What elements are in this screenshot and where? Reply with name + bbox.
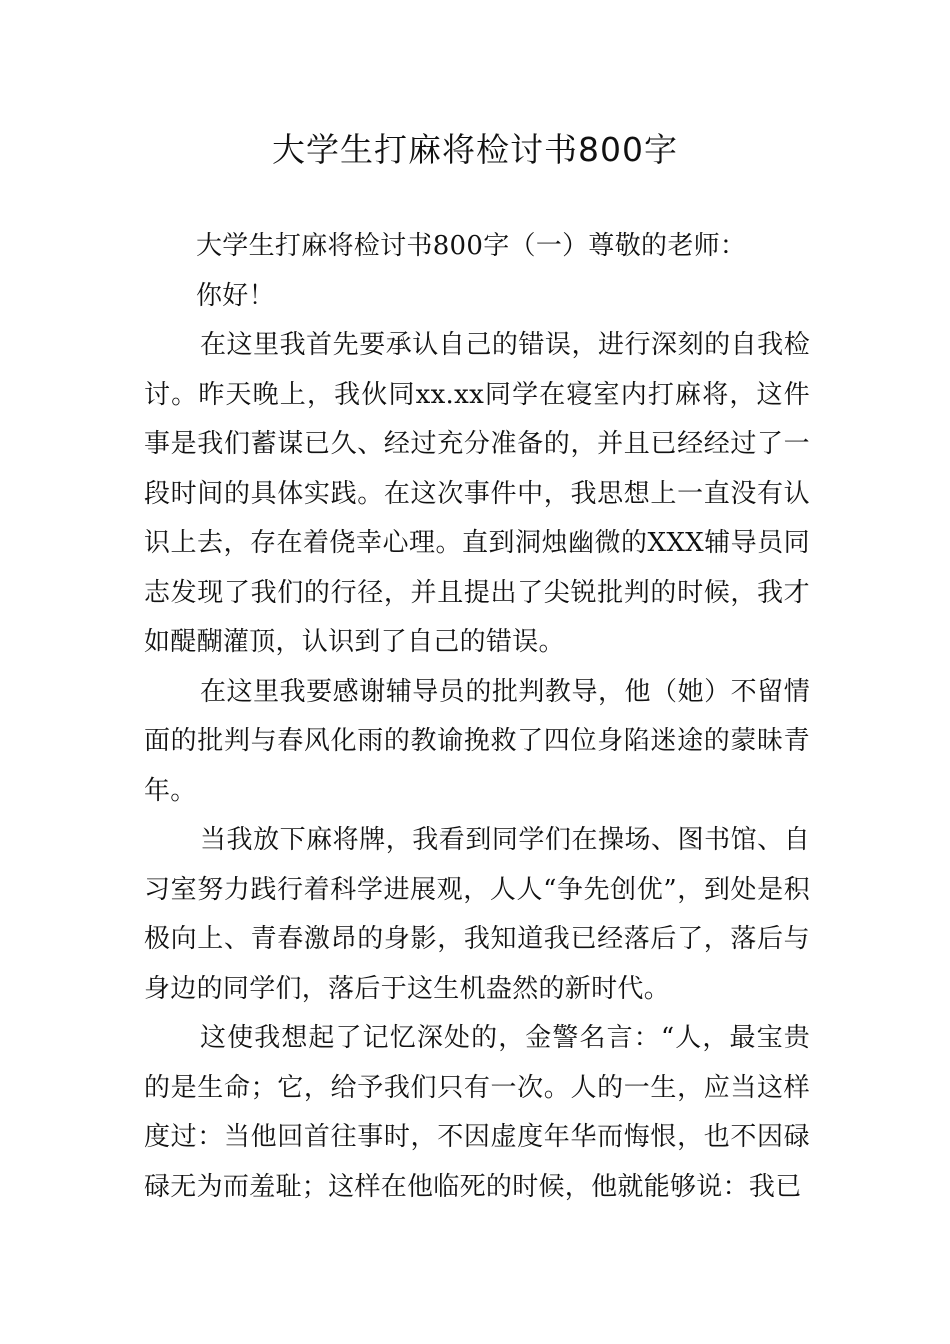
- paragraph-quote: 这使我想起了记忆深处的，金警名言：“人，最宝贵的是生命；它，给予我们只有一次。人的一生，应当这样度过：当他回首往事时，不因虚度年华而悔恨，也不因碌碌无为而羞耻；这样在他临死的时候，他就能够说：我已: [144, 1023, 810, 1202]
- paragraph-reflection: 当我放下麻将牌，我看到同学们在操场、图书馆、自习室努力践行着科学进展观，人人“争先创优”，到处是积极向上、青春激昂的身影，我知道我已经落后了，落后与身边的同学们，落后于这生机盎然的新时代。: [144, 825, 810, 1004]
- document-body: [144, 222, 810, 1212]
- paragraph-thanks: 在这里我要感谢辅导员的批判教导，他（她）不留情面的批判与春风化雨的教谕挽救了四位身陷迷途的蒙昧青年。: [144, 676, 810, 806]
- greeting-line: 你好！: [196, 280, 275, 311]
- document-title: 大学生打麻将检讨书800字: [272, 130, 678, 169]
- paragraph-confession: 在这里我首先要承认自己的错误，进行深刻的自我检讨。昨天晚上，我伙同xx.xx同学在寝室内打麻将，这件事是我们蓄谋已久、经过充分准备的，并且已经经过了一段时间的具体实践。在这次事件中，我思想上一直没有认识上去，存在着侥幸心理。直到洞烛幽微的XXX辅导员同志发现了我们的行径，并且提出了尖锐批判的时候，我才如醍醐灌顶，认识到了自己的错误。: [144, 330, 810, 657]
- opening-line: 大学生打麻将检讨书800字（一）尊敬的老师：: [196, 231, 747, 261]
